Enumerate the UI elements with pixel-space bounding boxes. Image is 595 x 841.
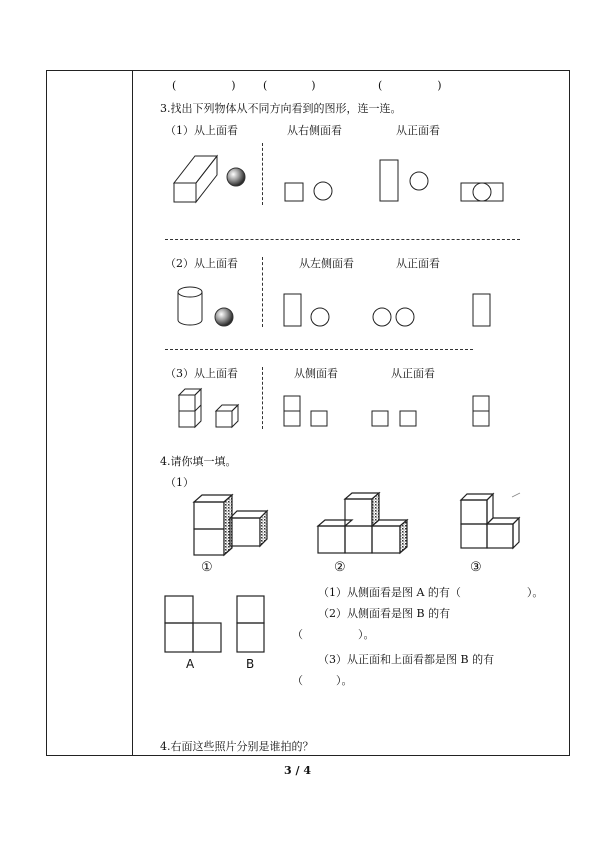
figure-a (165, 596, 221, 652)
solid-figure-1 (194, 495, 267, 555)
q3-row1-label: （1）从上面看 (165, 124, 238, 137)
q3-row2-view-b: 从正面看 (396, 257, 440, 270)
view-circle (396, 308, 414, 326)
answer-blank-1: ( ) (172, 79, 236, 92)
marker-3: ③ (470, 560, 482, 575)
q4-sub: （1） (165, 476, 194, 489)
solid-figure-2 (318, 493, 407, 553)
figure-label-a: A (186, 657, 195, 671)
q4-line-2: （2）从侧面看是图 B 的有 (318, 607, 451, 620)
view-square (285, 183, 303, 201)
q3-row1-view-b: 从正面看 (396, 124, 440, 137)
view-square (311, 411, 327, 426)
view-two-stacked-squares (284, 396, 300, 426)
cylinder-object (178, 287, 202, 325)
view-two-stacked-squares (473, 396, 489, 426)
q4-line-4: （3）从正面和上面看都是图 B 的有 (318, 653, 495, 666)
view-tall-rect (380, 160, 398, 201)
view-circle (314, 182, 332, 200)
figure-label-b: B (246, 657, 255, 671)
answer-blank-2: ( ) (263, 79, 316, 92)
q3-title: 3.找出下列物体从不同方向看到的图形，连一连。 (160, 102, 402, 115)
view-circle (410, 172, 428, 190)
figure-b (237, 596, 264, 652)
ball-object (227, 168, 245, 186)
q3-row3-label: （3）从上面看 (165, 367, 238, 380)
solid-figure-3 (461, 493, 520, 548)
q3-row3-view-b: 从正面看 (391, 367, 435, 380)
q4-line-1: （1）从侧面看是图 A 的有（ ）。 (318, 586, 544, 599)
view-square (372, 411, 388, 426)
view-square (400, 411, 416, 426)
view-tall-rect (473, 294, 490, 326)
marker-2: ② (334, 560, 346, 575)
q4-line-5: （ ）。 (292, 674, 353, 687)
q3-row2-label: （2）从上面看 (165, 257, 238, 270)
q4b-title: 4.右面这些照片分别是谁拍的？ (160, 740, 314, 753)
q3-row1-view-a: 从右侧面看 (287, 124, 342, 137)
answer-blank-3: ( ) (378, 79, 442, 92)
q3-row2-view-a: 从左侧面看 (299, 257, 354, 270)
single-cube-object (216, 405, 238, 427)
view-circle (373, 308, 391, 326)
marker-1: ① (201, 560, 213, 575)
q3-row3-view-a: 从侧面看 (294, 367, 338, 380)
view-tall-rect (284, 294, 301, 326)
q4-title: 4.请你填一填。 (160, 455, 237, 468)
stacked-cubes-object (179, 389, 201, 427)
cuboid-object (174, 156, 217, 202)
view-circle (311, 308, 329, 326)
ball-object (215, 308, 233, 326)
view-rect-with-circle (461, 183, 503, 201)
q4-line-3: （ ）。 (292, 628, 375, 641)
page-number: 3 / 4 (284, 764, 311, 777)
